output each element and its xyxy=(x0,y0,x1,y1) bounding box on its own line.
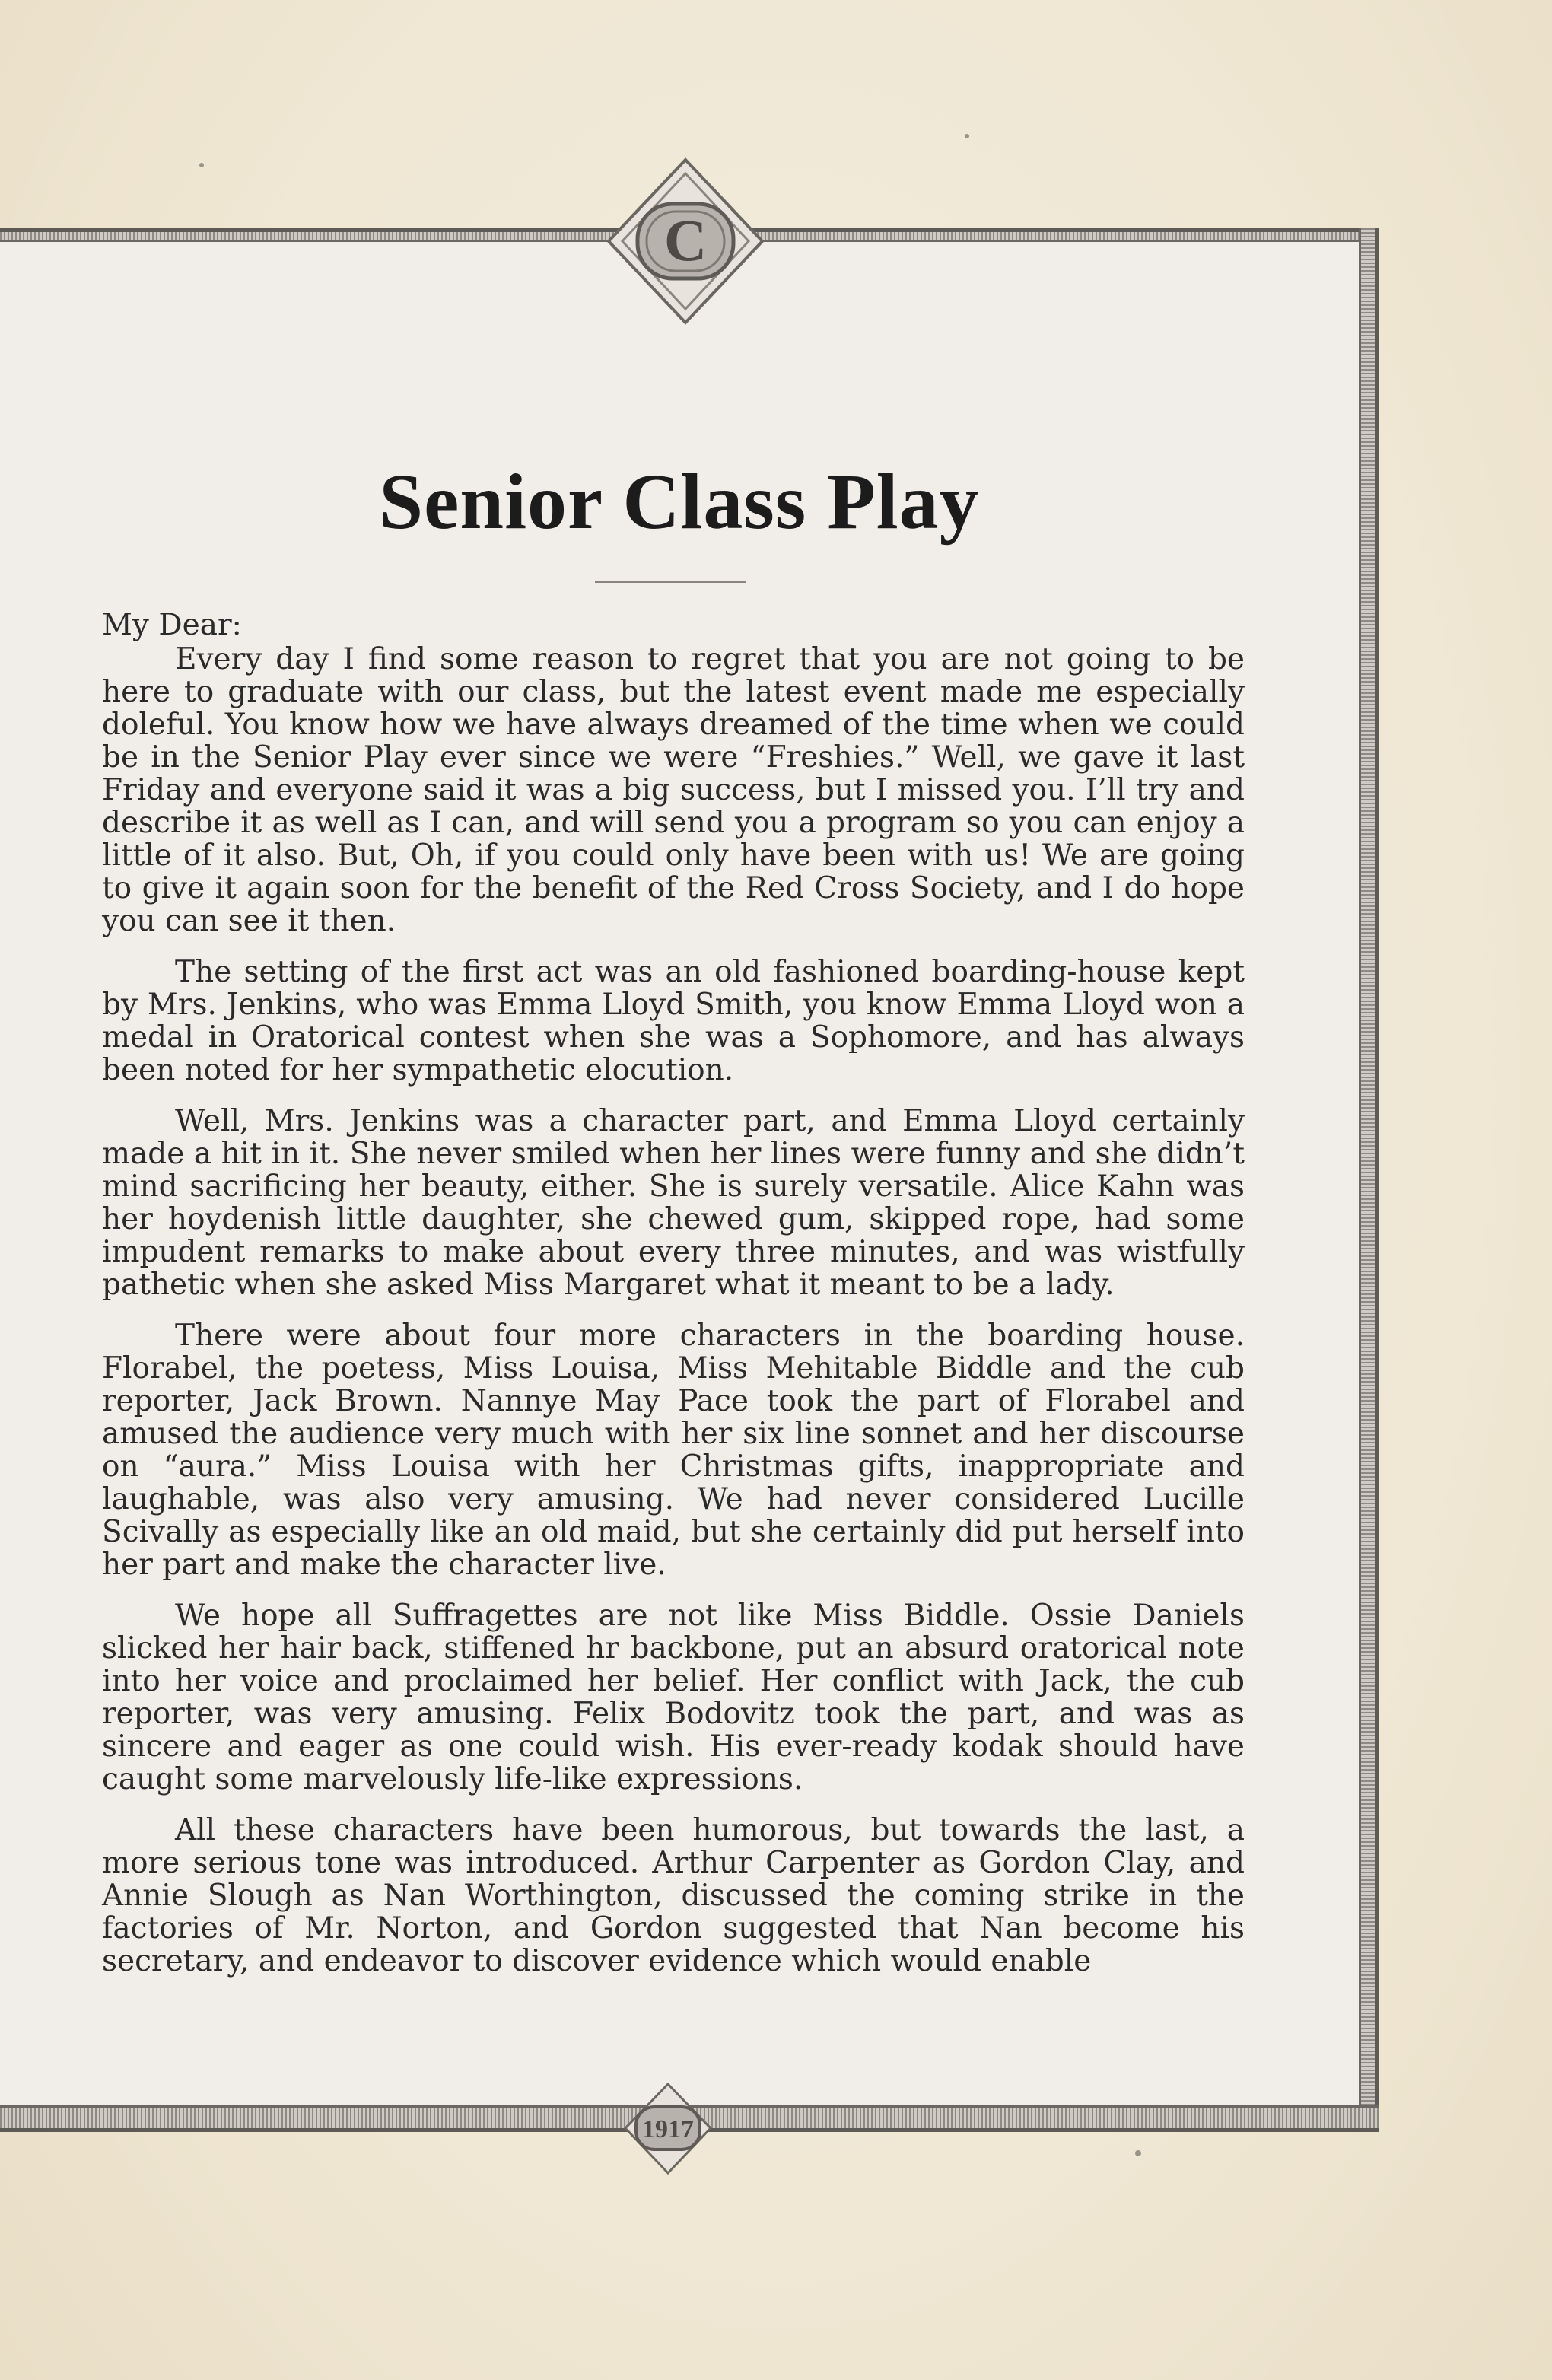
year-crest-icon xyxy=(622,2081,714,2176)
class-crest-icon xyxy=(606,157,765,326)
letter-paragraph: The setting of the first act was an old fashioned boarding-house kept by Mrs. Jenkins, who was Emma Lloyd Smith, you know Emma Lloyd won a medal in Oratorical contest when she was a Sophomore, and has always been noted for her sympathetic elocution. xyxy=(102,955,1245,1087)
paper-speck xyxy=(199,163,204,167)
paper-speck xyxy=(965,134,969,138)
paper-speck xyxy=(1135,2150,1141,2156)
letter-paragraph: We hope all Suffragettes are not like Miss Biddle. Ossie Daniels slicked her hair back, stiffened hr backbone, put an absurd oratorical note into her voice and proclaimed her belief. Her conflict with Jack, the cub reporter, was very amusing. Felix Bodovitz took the part, and was as sincere and eager as one could wish. His ever-ready kodak should have caught some marvelously life-like expressions. xyxy=(102,1599,1245,1796)
crest-year: 1917 xyxy=(642,2115,694,2143)
letter-paragraph: All these characters have been humorous, but towards the last, a more serious tone was introduced. Arthur Carpenter as Gordon Clay, and Annie Slough as Nan Worthington, discussed the coming strike in the factories of Mr. Norton, and Gordon suggested that Nan become his secretary, and endeavor to discover evidence which would enable xyxy=(102,1813,1245,1978)
letter-paragraph: Well, Mrs. Jenkins was a character part, and Emma Lloyd certainly made a hit in it. She never smiled when her lines were funny and she didn’t mind sacrificing her beauty, either. She is surely versatile. Alice Kahn was her hoydenish little daughter, she chewed gum, skipped rope, had some impudent remarks to make about every three minutes, and was wistfully pathetic when she asked Miss Margaret what it meant to be a lady. xyxy=(102,1104,1245,1302)
frame-right-rule xyxy=(1359,228,1379,2132)
letter-body xyxy=(102,609,1245,1996)
letter-paragraph: There were about four more characters in the boarding house. Florabel, the poetess, Miss Louisa, Miss Mehitable Biddle and the cub reporter, Jack Brown. Nannye May Pace took the part of Florabel and amused the audience very much with her six line sonnet and her discourse on “aura.” Miss Louisa with her Christmas gifts, inappropriate and laughable, was also very amusing. We had never considered Lucille Scivally as especially like an old maid, but she certainly did put herself into her part and make the character live. xyxy=(102,1319,1245,1582)
letter-paragraph: Every day I find some reason to regret that you are not going to be here to graduate with our class, but the latest event made me especially doleful. You know how we have always dreamed of the time when we could be in the Senior Play ever since we were “Freshies.” Well, we gave it last Friday and everyone said it was a big success, but I missed you. I’ll try and describe it as well as I can, and will send you a program so you can enjoy a little of it also. But, Oh, if you could only have been with us! We are going to give it again soon for the benefit of the Red Cross Society, and I do hope you can see it then. xyxy=(102,642,1245,938)
crest-letter: C xyxy=(663,207,708,273)
letter-salutation: My Dear: xyxy=(102,608,242,642)
title-divider xyxy=(595,581,746,583)
page-title: Senior Class Play xyxy=(379,458,980,546)
